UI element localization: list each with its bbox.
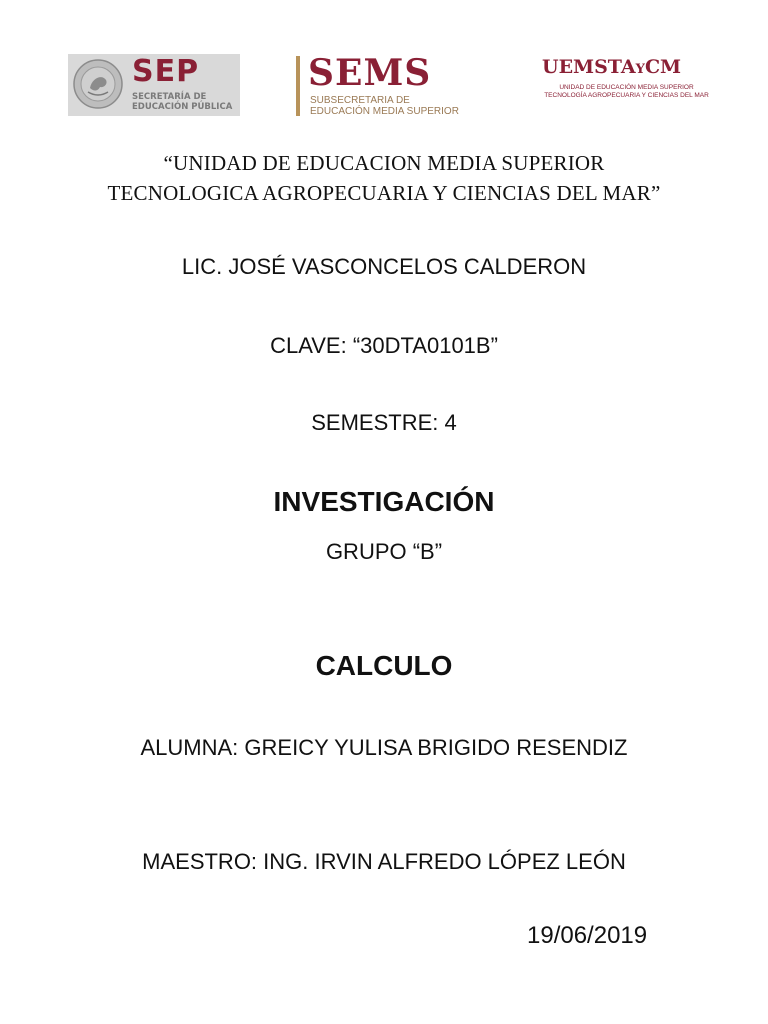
sems-logo-title: SEMS xyxy=(308,52,432,94)
alumna: ALUMNA: GREICY YULISA BRIGIDO RESENDIZ xyxy=(140,735,628,760)
subject: CALCULO xyxy=(315,650,453,681)
date: 19/06/2019 xyxy=(527,922,648,949)
mexican-seal-icon xyxy=(72,58,124,110)
uemstaycm-logo-title: UEMSTAYCM xyxy=(542,56,682,78)
institution-line-2: TECNOLOGICA AGROPECUARIA Y CIENCIAS DEL MAR” xyxy=(107,181,661,205)
uemstaycm-logo-subtitle: UNIDAD DE EDUCACIÓN MEDIA SUPERIOR TECNOLOGÍA AGROPECUARIA Y CIENCIAS DEL MAR xyxy=(544,84,709,99)
semestre: SEMESTRE: 4 xyxy=(311,410,457,435)
grupo: GRUPO “B” xyxy=(325,539,443,564)
maestro: MAESTRO: ING. IRVIN ALFREDO LÓPEZ LEÓN xyxy=(142,849,626,874)
document-type: INVESTIGACIÓN xyxy=(273,486,495,517)
sems-logo-subtitle: SUBSECRETARIA DE EDUCACIÓN MEDIA SUPERIOR xyxy=(310,95,459,117)
school-name: LIC. JOSÉ VASCONCELOS CALDERON xyxy=(181,254,587,279)
clave: CLAVE: “30DTA0101B” xyxy=(270,333,498,358)
sems-logo xyxy=(296,54,496,116)
institution-line-1: “UNIDAD DE EDUCACION MEDIA SUPERIOR xyxy=(163,151,605,175)
sep-logo xyxy=(68,54,240,116)
sems-logo-bar xyxy=(296,56,300,116)
sep-logo-subtitle: SECRETARÍA DE EDUCACIÓN PÚBLICA xyxy=(132,92,233,112)
sep-logo-title: SEP xyxy=(132,54,200,89)
uemstaycm-logo xyxy=(540,56,715,106)
